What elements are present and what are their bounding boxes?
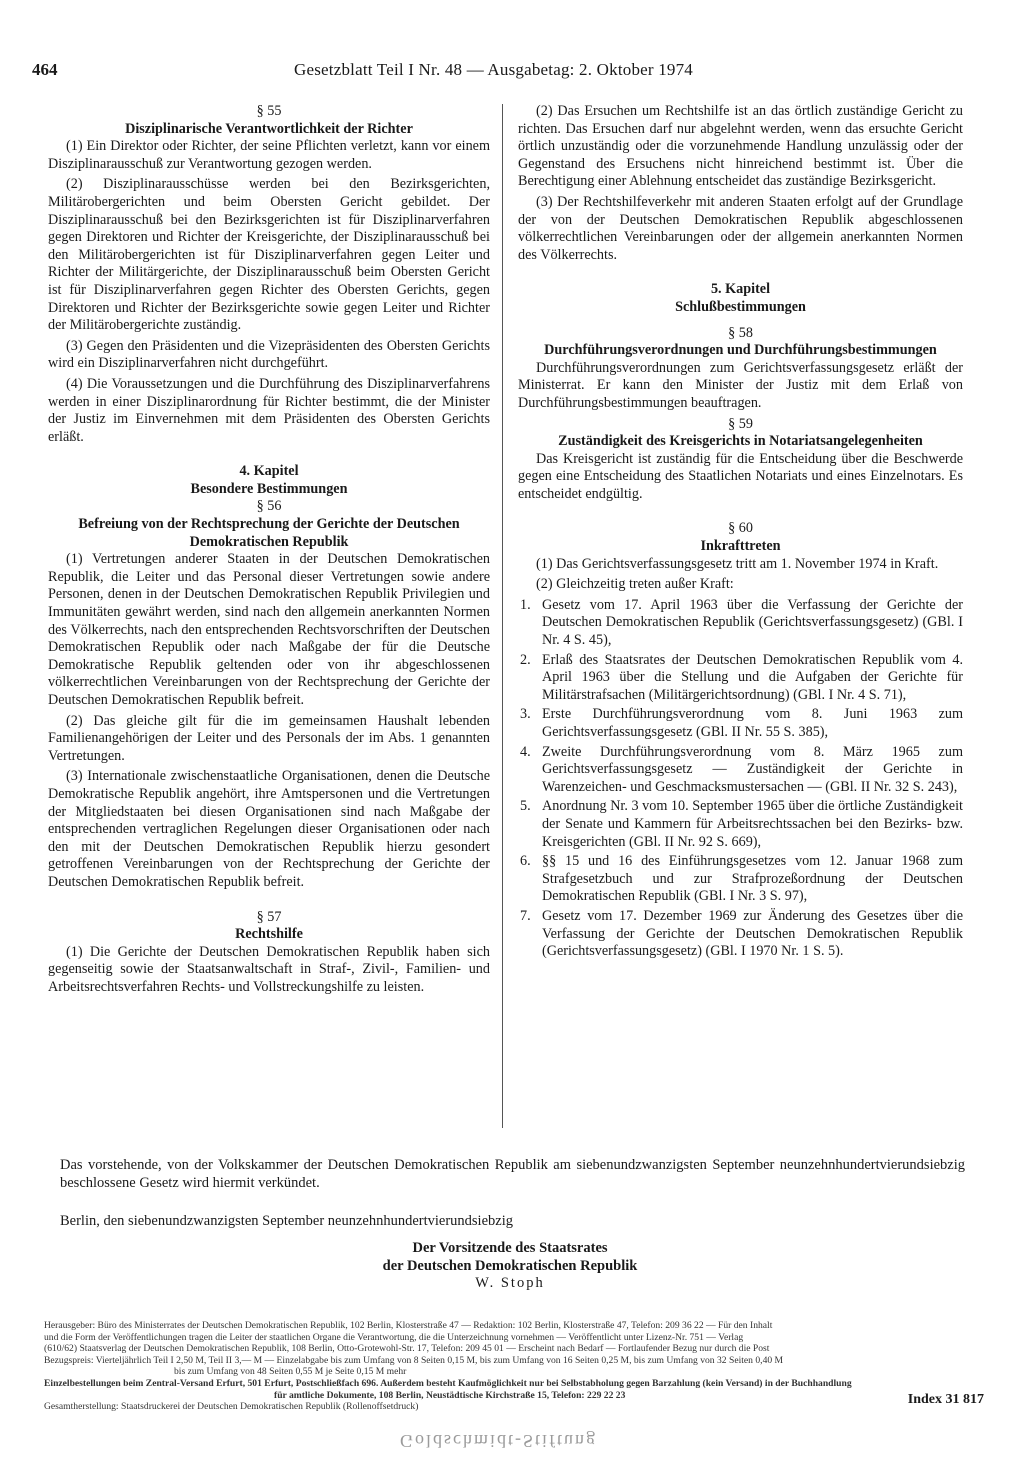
section-55-title: Disziplinarische Verantwortlichkeit der Richter — [125, 120, 413, 137]
section-60-title: Inkrafttreten — [700, 538, 781, 555]
chapter-5-title: 5. Kapitel — [710, 281, 771, 298]
imprint-line: bis zum Umfang von 48 Seiten 0,55 M je Seite 0,15 M mehr — [174, 1366, 407, 1378]
imprint-line: Einzelbestellungen beim Zentral-Versand Erfurt, 501 Erfurt, Postschließfach 696. Außerdem besteht Kaufmöglichkeit nur bei Selbstabholung gegen Barzahlung (kein Versand) in der Buchhandlung — [44, 1377, 852, 1389]
section-57-para-3: (3) Der Rechtshilfeverkehr mit anderen Staaten erfolgt auf der Grundlage der von der Deutschen Demokratischen Republik abgeschlossenen völkerrechtlichen Vereinbarungen oder der allgemein anerkannten Normen des Völkerrechts. — [518, 193, 963, 263]
signature-block — [300, 1240, 720, 1293]
list-item: 2. Erlaß des Staatsrates der Deutschen Demokratischen Republik vom 4. April 1963 über die Stellung und die Aufgaben der Gerichte für Militärstrafsachen (Militärgerichtsordnung) (GBl. I Nr. 4 S. 71), — [520, 651, 963, 703]
section-58-para-1: Durchführungsverordnungen zum Gerichtsverfassungsgesetz erläßt der Ministerrat. Er kann den Minister der Justiz mit dem Erlaß von Durchführungsbestimmungen beauftragen. — [518, 359, 963, 411]
signatory-title-2: der Deutschen Demokratischen Republik — [382, 1257, 638, 1274]
imprint-line: (610/62) Staatsverlag der Deutschen Demokratischen Republik, 108 Berlin, Otto-Grotewohl-Str. 17, Telefon: 209 45 01 — Erscheint nach Bedarf — Fortlaufender Bezug nur durch die Post — [44, 1343, 770, 1355]
section-57-number: § 57 — [256, 908, 282, 925]
section-57-para-1: (1) Die Gerichte der Deutschen Demokratischen Republik haben sich gegenseitig sowie der Staatsanwaltschaft in Straf-, Zivil-, Familien- und Arbeitsrechtsverfahren Rechts- und Vollstreckungshilfe zu leisten. — [48, 943, 490, 995]
imprint-line: Bezugspreis: Vierteljährlich Teil I 2,50 M, Teil II 3,— M — Einzelabgabe bis zum Umfang von 8 Seiten 0,15 M, bis zum Umfang von 16 Seiten 0,25 M, bis zum Umfang von 32 Seiten 0,40 M — [44, 1354, 784, 1366]
section-56-title: Befreiung von der Rechtsprechung der Gerichte der Deutschen Demokratischen Republik — [78, 516, 460, 550]
imprint-line: Gesamtherstellung: Staatsdruckerei der Deutschen Demokratischen Republik (Rollenoffsetdruck) — [44, 1401, 419, 1413]
list-item: 4. Zweite Durchführungsverordnung vom 8. März 1965 zum Gerichtsverfassungsgesetz — Zuständigkeit der Gerichte in Warenzeichen- und Geschmacksmustersachen — (GBl. II Nr. 32 S. 243), — [520, 743, 963, 795]
section-59-para-1: Das Kreisgericht ist zuständig für die Entscheidung über die Beschwerde gegen eine Entscheidung des Staatlichen Notariats und eines Einzelnotars. Es entscheidet endgültig. — [518, 450, 963, 502]
list-item: 6. §§ 15 und 16 des Einführungsgesetzes vom 12. Januar 1968 zum Strafgesetzbuch und zur Strafprozeßordnung der Deutschen Demokratischen Republik (GBl. I Nr. 3 S. 97), — [520, 853, 963, 905]
section-58-number: § 58 — [728, 324, 753, 341]
chapter-4-subtitle: Besondere Bestimmungen — [190, 480, 348, 497]
section-60-para-1: (1) Das Gerichtsverfassungsgesetz tritt am 1. November 1974 in Kraft. — [536, 555, 939, 572]
section-55-para-2: (2) Disziplinarausschüsse werden bei den Bezirksgerichten, Militärobergerichten und beim Obersten Gericht gebildet. Der Disziplinarausschuß bei den Bezirksgerichten ist für Disziplinarverfahren gegen Direktoren und Richter der Kreisgerichte, der Disziplinarausschuß bei den Militärobergerichten ist für Disziplinarverfahren gegen Leiter und Richter der Militärgerichte, der Disziplinarausschuß beim Obersten Gericht ist für Disziplinarverfahren gegen Richter des Obersten Gerichts, gegen Direktoren und Richter der Bezirksgerichte sowie gegen Leiter und Richter der Militärobergerichte zuständig. — [48, 176, 490, 334]
list-item: 7. Gesetz vom 17. Dezember 1969 zur Änderung des Gesetzes über die Verfassung der Gerichte der Deutschen Demokratischen Republik (Gerichtsverfassungsgesetz) (GBl. I 1970 Nr. 1 S. 5). — [520, 907, 963, 960]
section-55-number: § 55 — [256, 103, 282, 119]
section-55-para-1: (1) Ein Direktor oder Richter, der seine Pflichten verletzt, kann vor einem Disziplinarausschuß zur Verantwortung gezogen werden. — [48, 138, 490, 172]
section-56-para-2: (2) Das gleiche gilt für die im gemeinsamen Haushalt lebenden Familienangehörigen der Leiter und des Personals der im Abs. 1 genannten Vertretungen. — [48, 712, 490, 764]
section-59-number: § 59 — [728, 415, 753, 432]
section-60-para-2: (2) Gleichzeitig treten außer Kraft: — [536, 576, 734, 593]
index-number: Index 31 817 — [907, 1392, 984, 1407]
column-divider — [502, 104, 503, 1128]
chapter-5-subtitle: Schlußbestimmungen — [675, 298, 806, 315]
chapter-4-title: 4. Kapitel — [239, 463, 299, 480]
repealed-laws-list — [518, 597, 963, 961]
imprint-line: und die Form der Veröffentlichungen tragen die Leiter der staatlichen Organe die Verantwortung, die die Unterzeichnung vornehmen — Veröffentlicht unter Lizenz-Nr. 751 — Verlag — [44, 1331, 744, 1343]
page-header — [32, 60, 992, 84]
imprint-line: für amtliche Dokumente, 108 Berlin, Neustädtische Kirchstraße 15, Telefon: 229 22 23 — [274, 1389, 626, 1401]
signatory-name: W. Stoph — [475, 1275, 545, 1292]
section-60-number: § 60 — [728, 520, 753, 537]
list-item: 3. Erste Durchführungsverordnung vom 8. Juni 1963 zum Gerichtsverfassungsgesetz (GBl. II Nr. 55 S. 385), — [520, 706, 963, 740]
left-column — [48, 103, 490, 1000]
right-column — [518, 103, 963, 963]
gazette-title: Gesetzblatt Teil I Nr. 48 — Ausgabetag: 2. Oktober 1974 — [294, 60, 694, 79]
section-55-para-4: (4) Die Voraussetzungen und die Durchführung des Disziplinarverfahrens werden in einer Disziplinarordnung für Richter bestimmt, die der Minister der Justiz im Einvernehmen mit dem Präsidenten des Obersten Gerichts erläßt. — [48, 375, 490, 445]
section-57-title: Rechtshilfe — [235, 926, 303, 943]
list-item: 1. Gesetz vom 17. April 1963 über die Verfassung der Gerichte der Deutschen Demokratischen Republik (Gerichtsverfassungsgesetz) (GBl. I Nr. 4 S. 45), — [520, 596, 963, 649]
proclamation-text: Das vorstehende, von der Volkskammer der Deutschen Demokratischen Republik am siebenundzwanzigsten September neunzehnhundertvierundsiebzig beschlossene Gesetz wird hiermit verkündet. — [60, 1157, 965, 1191]
list-item: 5. Anordnung Nr. 3 vom 10. September 1965 über die örtliche Zuständigkeit der Senate und Kammern für Arbeitsrechtssachen bei den Bezirks- bzw. Kreisgerichten (GBl. II Nr. 92 S. 669), — [520, 798, 963, 850]
section-59-title: Zuständigkeit des Kreisgerichts in Notariatsangelegenheiten — [558, 433, 923, 450]
publisher-imprint — [44, 1320, 984, 1413]
page-number: 464 — [32, 60, 58, 79]
section-56-para-1: (1) Vertretungen anderer Staaten in der Deutschen Demokratischen Republik, die Leiter und das Personal dieser Vertretungen sowie andere Personen, denen in der Deutschen Demokratischen Republik Privilegien und Immunitäten gewährt werden, sind nach den allgemein anerkannten Normen des Völkerrechts, nach den entsprechenden Rechtsvorschriften der Deutschen Demokratischen Republik oder nach Maßgabe der für die Deutsche Demokratische Republik geltenden oder von ihr abgeschlossenen völkerrechtlichen Vereinbarungen von der Rechtsprechung der Gerichte der Deutschen Demokratischen Republik befreit. — [48, 551, 490, 708]
signatory-title-1: Der Vorsitzende des Staatsrates — [412, 1240, 608, 1256]
section-56-number: § 56 — [256, 498, 282, 515]
section-56-para-3: (3) Internationale zwischenstaatliche Organisationen, denen die Deutsche Demokratische Republik angehört, ihre Amtspersonen und die Vertretungen der Mitgliedstaaten bei diesen Organisationen sind nach Maßgabe der entsprechenden vertraglichen Regelungen dieser Organisationen oder nach den mit der Deutschen Demokratischen Republik hierzu gesondert getroffenen Vereinbarungen von der Rechtsprechung der Gerichte der Deutschen Demokratischen Republik befreit. — [48, 768, 490, 890]
section-55-para-3: (3) Gegen den Präsidenten und die Vizepräsidenten des Obersten Gerichts wird ein Disziplinarverfahren nicht durchgeführt. — [48, 337, 490, 372]
imprint-line: Herausgeber: Büro des Ministerrates der Deutschen Demokratischen Republik, 102 Berlin, Klosterstraße 47 — Redaktion: 102 Berlin, Klosterstraße 47, Telefon: 209 36 22 — Für den Inhalt — [44, 1320, 773, 1331]
section-57-para-2: (2) Das Ersuchen um Rechtshilfe ist an das örtlich zuständige Gericht zu richten. Das Ersuchen darf nur abgelehnt werden, wenn das ersuchte Gericht örtlich unzuständig oder die vorzunehmende Handlung unzulässig oder der Gegenstand des Ersuchens nicht hinreichend bestimmt ist. Über die Berechtigung einer Ablehnung entscheidet das zuständige Bezirksgericht. — [518, 103, 963, 190]
section-58-title: Durchführungsverordnungen und Durchführungsbestimmungen — [544, 342, 937, 359]
mirrored-footer-stamp: Goldschmidt-Stiftung — [400, 1431, 597, 1451]
place-and-date: Berlin, den siebenundzwanzigsten September neunzehnhundertvierundsiebzig — [60, 1213, 513, 1229]
